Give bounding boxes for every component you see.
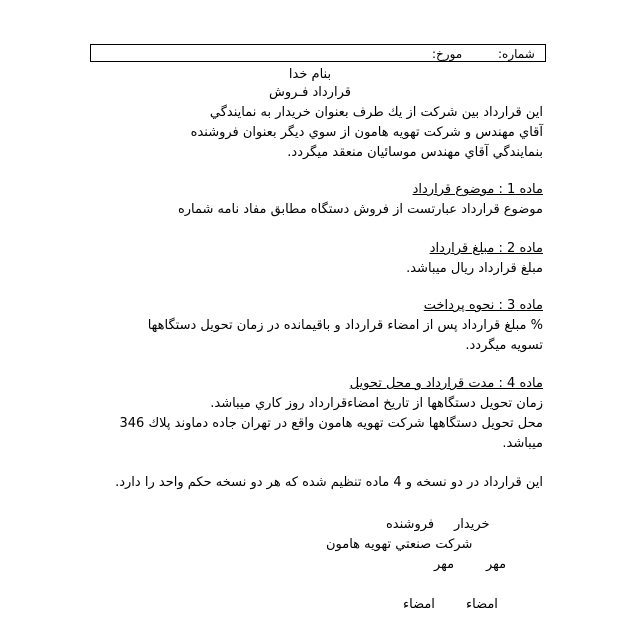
article-2-line-1: مبلغ قرارداد ريال ميباشد. xyxy=(406,261,543,276)
seller-label: فروشنده xyxy=(386,517,435,532)
seal-seller: مهر xyxy=(434,557,455,572)
article-2-heading: ماده 2 : مبلغ قرارداد xyxy=(429,241,543,256)
intro-line-1: اين قرارداد بين شركت از يك طرف بعنوان خريدار به نمايندگي xyxy=(209,105,543,120)
contract-title: قرارداد فـروش xyxy=(269,85,351,100)
date-label: مورخ: xyxy=(432,47,463,61)
buyer-label: خريدار xyxy=(454,517,490,532)
article-4-line-3: ميباشد. xyxy=(502,436,543,451)
article-3-line-1: % مبلغ قرارداد پس از امضاء قرارداد و باقيمانده در زمان تحويل دستگاهها xyxy=(147,318,543,333)
article-3-line-2: تسويه ميگردد. xyxy=(465,338,543,353)
intro-line-3: بنمايندگي آقاي مهندس موسائيان منعقد ميگردد. xyxy=(287,145,543,160)
article-4-line-2: محل تحويل دستگاهها شركت تهويه هامون واقع در تهران جاده دماوند پلاك 346 xyxy=(119,416,543,431)
seal-buyer: مهر xyxy=(486,557,507,572)
article-3-heading: ماده 3 : نحوه پرداخت xyxy=(423,298,543,313)
bismillah: بنام خدا xyxy=(288,67,332,82)
intro-line-2: آقاي مهندس و شركت تهويه هامون از سوي ديگر بعنوان فروشنده xyxy=(190,125,543,140)
article-4-line-1: زمان تحويل دستگاهها از تاريخ امضاءقرارداد روز كاري ميباشد. xyxy=(210,396,543,411)
sign-buyer: امضاء xyxy=(466,597,498,612)
article-1-heading: ماده 1 : موضوع قرارداد xyxy=(412,182,543,197)
number-label: شماره: xyxy=(498,47,535,61)
sign-seller: امضاء xyxy=(403,597,435,612)
article-1-line-1: موضوع قرارداد عبارتست از فروش دستگاه مطابق مفاد نامه شماره xyxy=(177,202,543,217)
seller-company: شركت صنعتي تهويه هامون xyxy=(326,537,473,552)
closing-statement: اين قرارداد در دو نسخه و 4 ماده تنظيم شده كه هر دو نسخه حكم واحد را دارد. xyxy=(115,475,543,490)
header-box xyxy=(90,44,546,62)
article-4-heading: ماده 4 : مدت قرارداد و محل تحويل xyxy=(349,376,543,391)
